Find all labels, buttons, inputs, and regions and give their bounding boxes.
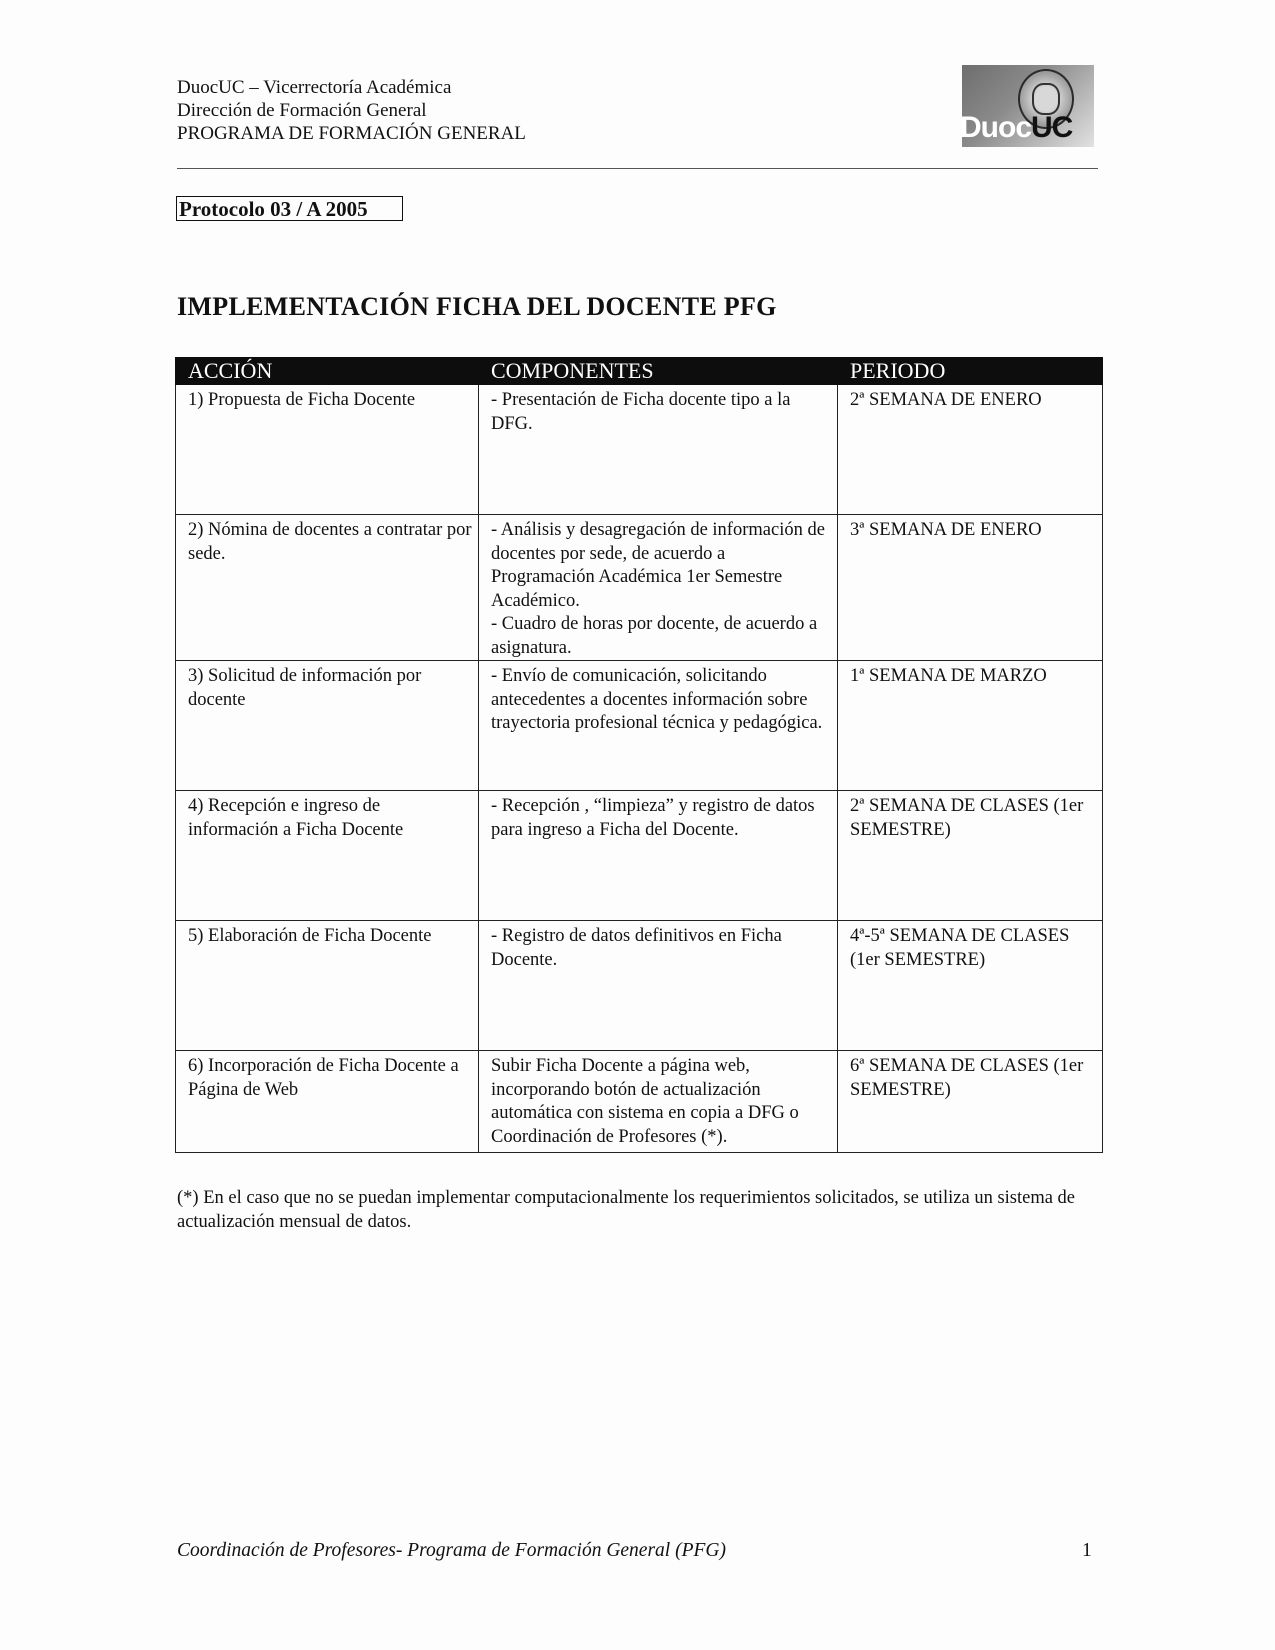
cell-periodo: 2ª SEMANA DE ENERO	[838, 385, 1103, 515]
document-header	[177, 76, 526, 145]
cell-componentes	[479, 515, 838, 661]
table-row	[176, 791, 1103, 921]
cell-componentes	[479, 791, 838, 921]
page-title: IMPLEMENTACIÓN FICHA DEL DOCENTE PFG	[177, 292, 777, 321]
header-department: Dirección de Formación General	[177, 100, 427, 121]
cell-accion: 5) Elaboración de Ficha Docente	[176, 921, 479, 1051]
column-header-componentes: COMPONENTES	[479, 358, 838, 385]
cell-accion: 3) Solicitud de información por docente	[176, 661, 479, 791]
logo-wordmark: DuocUC	[960, 111, 1073, 144]
cell-accion: 2) Nómina de docentes a contratar por sede.	[176, 515, 479, 661]
table-row	[176, 1051, 1103, 1153]
cell-periodo: 4ª-5ª SEMANA DE CLASES (1er SEMESTRE)	[838, 921, 1103, 1051]
cell-periodo: 1ª SEMANA DE MARZO	[838, 661, 1103, 791]
duocuc-logo	[962, 65, 1094, 147]
cell-componentes	[479, 661, 838, 791]
header-program: PROGRAMA DE FORMACIÓN GENERAL	[177, 123, 526, 144]
protocol-label: Protocolo 03 / A 2005	[176, 196, 403, 221]
cell-periodo: 3ª SEMANA DE ENERO	[838, 515, 1103, 661]
table-row	[176, 515, 1103, 661]
page-number: 1	[1082, 1540, 1092, 1561]
componente-item: - Envío de comunicación, solicitando antecedentes a docentes información sobre trayectoria profesional técnica y pedagógica.	[491, 666, 823, 733]
componente-item: - Análisis y desagregación de información de docentes por sede, de acuerdo a Programación Académica 1er Semestre Académico.	[491, 520, 825, 611]
cell-periodo: 2ª SEMANA DE CLASES (1er SEMESTRE)	[838, 791, 1103, 921]
componente-item: - Recepción , “limpieza” y registro de datos para ingreso a Ficha del Docente.	[491, 796, 815, 840]
cell-componentes	[479, 921, 838, 1051]
header-institution: DuocUC – Vicerrectoría Académica	[177, 77, 452, 98]
implementation-table	[175, 357, 1103, 1153]
cell-componentes	[479, 385, 838, 515]
componente-item: - Cuadro de horas por docente, de acuerdo a asignatura.	[491, 614, 818, 658]
header-divider	[177, 168, 1098, 169]
table-row	[176, 661, 1103, 791]
table-row	[176, 921, 1103, 1051]
table-row	[176, 385, 1103, 515]
componente-item: - Presentación de Ficha docente tipo a la DFG.	[491, 390, 791, 434]
componente-item: Subir Ficha Docente a página web, incorporando botón de actualización automática con sistema en copia a DFG o Coordinación de Profesores (*).	[491, 1056, 799, 1147]
footer-text: Coordinación de Profesores- Programa de Formación General (PFG)	[177, 1540, 726, 1561]
footnote: (*) En el caso que no se puedan implementar computacionalmente los requerimientos solicitados, se utiliza un sistema de actualización mensual de datos.	[177, 1188, 1076, 1232]
cell-accion: 1) Propuesta de Ficha Docente	[176, 385, 479, 515]
cell-accion: 4) Recepción e ingreso de información a Ficha Docente	[176, 791, 479, 921]
table-header-row	[176, 358, 1103, 385]
column-header-accion: ACCIÓN	[176, 358, 479, 385]
column-header-periodo: PERIODO	[838, 358, 1103, 385]
cell-componentes	[479, 1051, 838, 1153]
cell-accion: 6) Incorporación de Ficha Docente a Página de Web	[176, 1051, 479, 1153]
componente-item: - Registro de datos definitivos en Ficha Docente.	[491, 926, 782, 970]
cell-periodo: 6ª SEMANA DE CLASES (1er SEMESTRE)	[838, 1051, 1103, 1153]
